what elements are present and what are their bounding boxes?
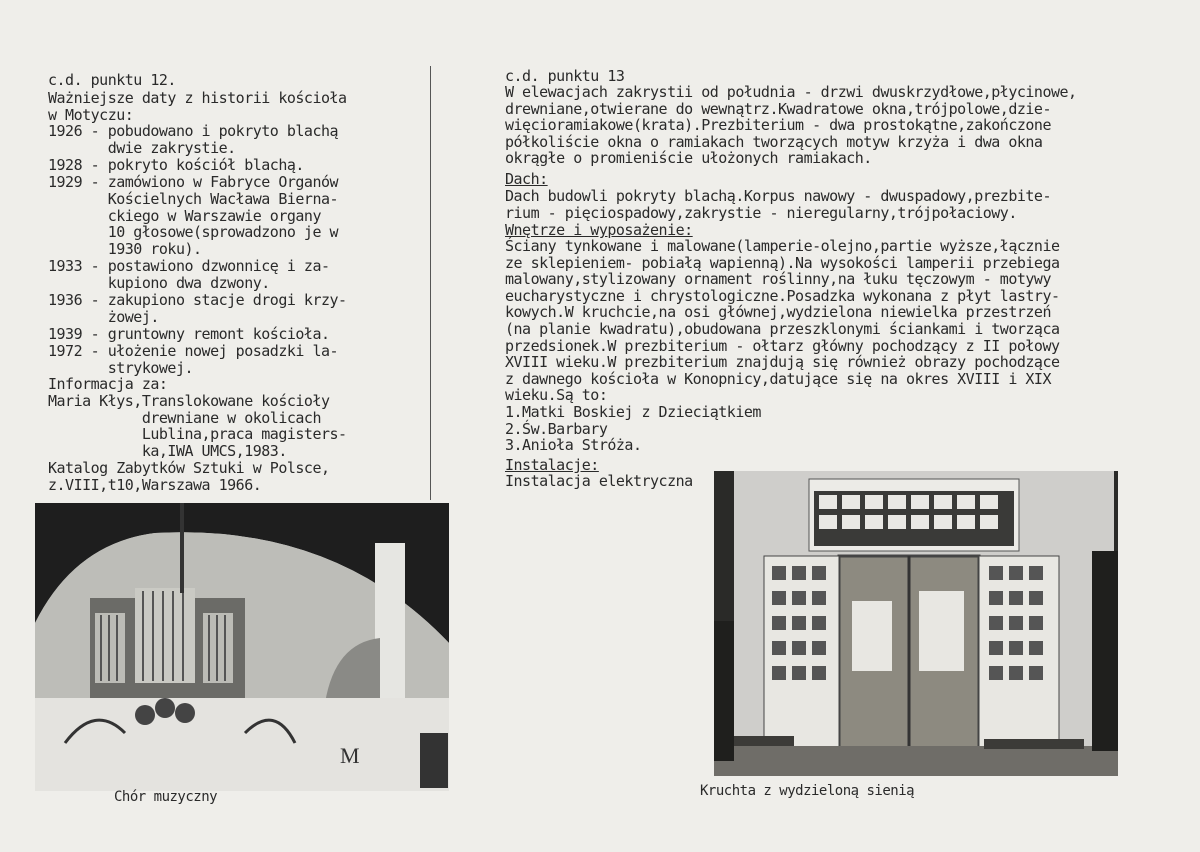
right-heading: c.d. punktu 13 bbox=[505, 67, 625, 85]
left-heading: c.d. punktu 12. bbox=[48, 71, 176, 89]
vestibule-photo bbox=[714, 471, 1118, 776]
history-date-line: żowej. bbox=[48, 307, 159, 326]
column-divider bbox=[430, 66, 431, 500]
installations-title: Instalacje: bbox=[505, 456, 599, 474]
interior-line: 2.Św.Barbary bbox=[505, 419, 608, 438]
interior-line: ze sklepieniem- pobiałą wapienną).Na wysokości lamperii przebiega bbox=[505, 253, 1060, 272]
source-line: z.VIII,t10,Warszawa 1966. bbox=[48, 475, 262, 494]
interior-line: eucharystyczne i chrystologiczne.Posadzka wykonana z płyt lastry- bbox=[505, 286, 1060, 305]
interior-line: przedsionek.W prezbiterium - ołtarz główny pochodzący z II połowy bbox=[505, 336, 1060, 355]
history-date-line: 1926 - pobudowano i pokryto blachą bbox=[48, 122, 339, 140]
vestibule-photo-image bbox=[714, 471, 1118, 776]
interior-line: wieku.Są to: bbox=[505, 386, 608, 405]
history-date-line: ckiego w Warszawie organy bbox=[48, 206, 321, 225]
source-line: Lublina,praca magisters- bbox=[48, 425, 347, 444]
source-line: Informacja za: bbox=[48, 375, 168, 393]
history-date-line: strykowej. bbox=[48, 358, 194, 377]
facade-line: drewniane,otwierane do wewnątrz.Kwadratowe okna,trójpolowe,dzie- bbox=[505, 99, 1051, 118]
history-date-line: 1939 - gruntowny remont kościoła. bbox=[48, 324, 330, 343]
interior-line: kowych.W kruchcie,na osi głównej,wydzielona niewielka przestrzeń bbox=[505, 303, 1051, 322]
interior-line: XVIII wieku.W prezbiterium znajdują się również obrazy pochodzące bbox=[505, 353, 1060, 372]
interior-line: z dawnego kościoła w Konopnicy,datujące się na okres XVIII i XIX bbox=[505, 369, 1051, 388]
facade-line: okrągłe o promieniście ułożonych ramiakach. bbox=[505, 149, 872, 168]
installations-text: Instalacja elektryczna bbox=[505, 472, 693, 490]
interior-line: 3.Anioła Stróża. bbox=[505, 436, 642, 455]
organ-photo-image bbox=[35, 503, 449, 791]
history-date-line: 1972 - ułożenie nowej posadzki la- bbox=[48, 341, 339, 360]
organ-photo-caption: Chór muzyczny bbox=[114, 789, 218, 805]
svg-text:M: M bbox=[340, 743, 360, 768]
facade-line: więcioramiakowe(krata).Prezbiterium - dwa prostokątne,zakończone bbox=[505, 116, 1051, 135]
interior-line: 1.Matki Boskiej z Dzieciątkiem bbox=[505, 403, 761, 421]
roof-title: Dach: bbox=[505, 170, 548, 188]
interior-line: (na planie kwadratu),obudowana przeszklonymi ściankami i tworząca bbox=[505, 320, 1060, 338]
facade-line: półkoliście okna o ramiakach tworzących motyw krzyża i dwa okna bbox=[505, 132, 1043, 151]
source-line: drewniane w okolicach bbox=[48, 408, 321, 427]
left-subheading: Ważniejsze daty z historii kościoła bbox=[48, 89, 347, 107]
source-line: ka,IWA UMCS,1983. bbox=[48, 442, 287, 461]
vestibule-photo-caption: Kruchta z wydzieloną sienią bbox=[700, 783, 915, 799]
history-date-line: 1928 - pokryto kościół blachą. bbox=[48, 155, 304, 174]
roof-line: Dach budowli pokryty blachą.Korpus nawowy - dwuspadowy,prezbite- bbox=[505, 187, 1051, 205]
interior-line: malowany,stylizowany ornament roślinny,na łuku tęczowym - motywy bbox=[505, 270, 1051, 289]
organ-photo bbox=[35, 503, 449, 791]
history-date-line: dwie zakrystie. bbox=[48, 138, 236, 157]
source-line: Maria Kłys,Translokowane kościoły bbox=[48, 391, 330, 410]
history-date-line: 1933 - postawiono dzwonnicę i za- bbox=[48, 257, 330, 276]
facade-line: W elewacjach zakrystii od południa - drzwi dwuskrzydłowe,płycinowe, bbox=[505, 83, 1077, 101]
history-date-line: kupiono dwa dzwony. bbox=[48, 274, 270, 293]
history-date-line: 1929 - zamówiono w Fabryce Organów bbox=[48, 172, 339, 191]
interior-line: Ściany tynkowane i malowane(lamperie-olejno,partie wyższe,łącznie bbox=[505, 237, 1060, 255]
history-date-line: Kościelnych Wacława Bierna- bbox=[48, 189, 339, 208]
history-date-line: 1936 - zakupiono stacje drogi krzy- bbox=[48, 291, 347, 309]
source-line: Katalog Zabytków Sztuki w Polsce, bbox=[48, 459, 330, 477]
left-subheading-2: w Motyczu: bbox=[48, 106, 134, 124]
history-date-line: 10 głosowe(sprowadzono je w bbox=[48, 223, 339, 242]
history-date-line: 1930 roku). bbox=[48, 240, 202, 259]
interior-title: Wnętrze i wyposażenie: bbox=[505, 221, 693, 239]
roof-line: rium - pięciospadowy,zakrystie - nieregularny,trójpołaciowy. bbox=[505, 203, 1017, 222]
